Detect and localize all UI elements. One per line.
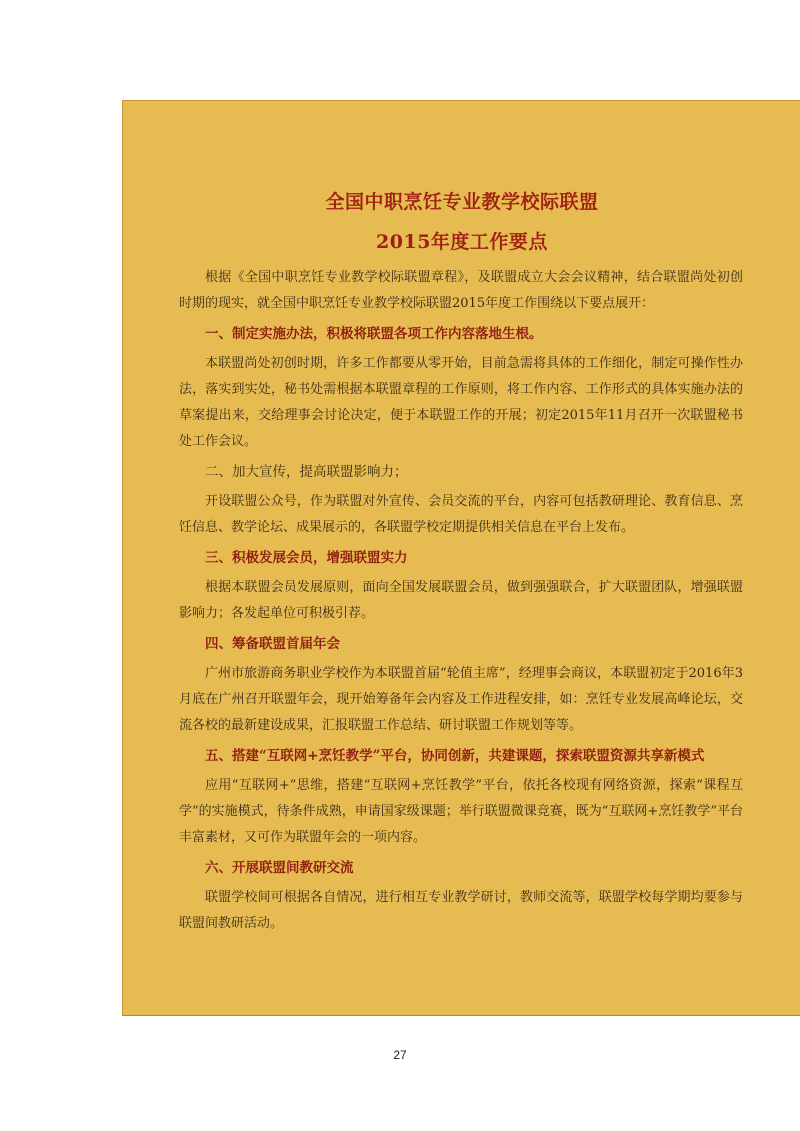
section-heading-1: 一、制定实施办法，积极将联盟各项工作内容落地生根。 <box>205 326 543 342</box>
document-title: 全国中职烹饪专业教学校际联盟 <box>325 191 599 213</box>
page-number: 27 <box>393 1048 407 1062</box>
section-heading-3: 三、积极发展会员，增强联盟实力 <box>205 550 408 566</box>
section-body-5: 应用“互联网+”思维，搭建“互联网+烹饪教学”平台，依托各校现有网络资源，探索“课程互学”的实施模式，待条件成熟，申请国家级课题；举行联盟微课竞赛，既为“互联网+烹饪教学”平台丰富素材，又可作为联盟年会的一项内容。 <box>179 778 743 845</box>
section-body-6: 联盟学校间可根据各自情况，进行相互专业教学研讨，教师交流等，联盟学校每学期均要参与联盟间教研活动。 <box>179 890 743 931</box>
section-body-1: 本联盟尚处初创时期，许多工作都要从零开始，目前急需将具体的工作细化，制定可操作性办法，落实到实处，秘书处需根据本联盟章程的工作原则，将工作内容、工作形式的具体实施办法的草案提出来，交给理事会讨论决定，便于本联盟工作的开展；初定2015年11月召开一次联盟秘书处工作会议。 <box>179 356 743 449</box>
intro-paragraph: 根据《全国中职烹饪专业教学校际联盟章程》，及联盟成立大会会议精神，结合联盟尚处初创时期的现实，就全国中职烹饪专业教学校际联盟2015年度工作围绕以下要点展开： <box>179 270 743 311</box>
document-subtitle: 2015年度工作要点 <box>376 231 548 253</box>
section-heading-2: 二、加大宣传，提高联盟影响力； <box>205 464 408 480</box>
section-heading-4: 四、筹备联盟首届年会 <box>205 636 340 652</box>
section-body-2: 开设联盟公众号，作为联盟对外宣传、会员交流的平台，内容可包括教研理论、教育信息、烹饪信息、教学论坛、成果展示的，各联盟学校定期提供相关信息在平台上发布。 <box>179 494 743 535</box>
document-panel <box>122 100 800 1016</box>
document-body <box>179 265 743 937</box>
section-heading-5: 五、搭建“互联网+烹饪教学”平台，协同创新，共建课题，探索联盟资源共享新模式 <box>205 748 705 764</box>
section-body-4: 广州市旅游商务职业学校作为本联盟首届“轮值主席”，经理事会商议，本联盟初定于2016年3月底在广州召开联盟年会，现开始筹备年会内容及工作进程安排，如：烹饪专业发展高峰论坛，交流各校的最新建设成果，汇报联盟工作总结、研讨联盟工作规划等等。 <box>179 666 743 733</box>
section-body-3: 根据本联盟会员发展原则，面向全国发展联盟会员，做到强强联合，扩大联盟团队，增强联盟影响力；各发起单位可积极引荐。 <box>179 580 743 621</box>
section-heading-6: 六、开展联盟间教研交流 <box>205 860 354 876</box>
